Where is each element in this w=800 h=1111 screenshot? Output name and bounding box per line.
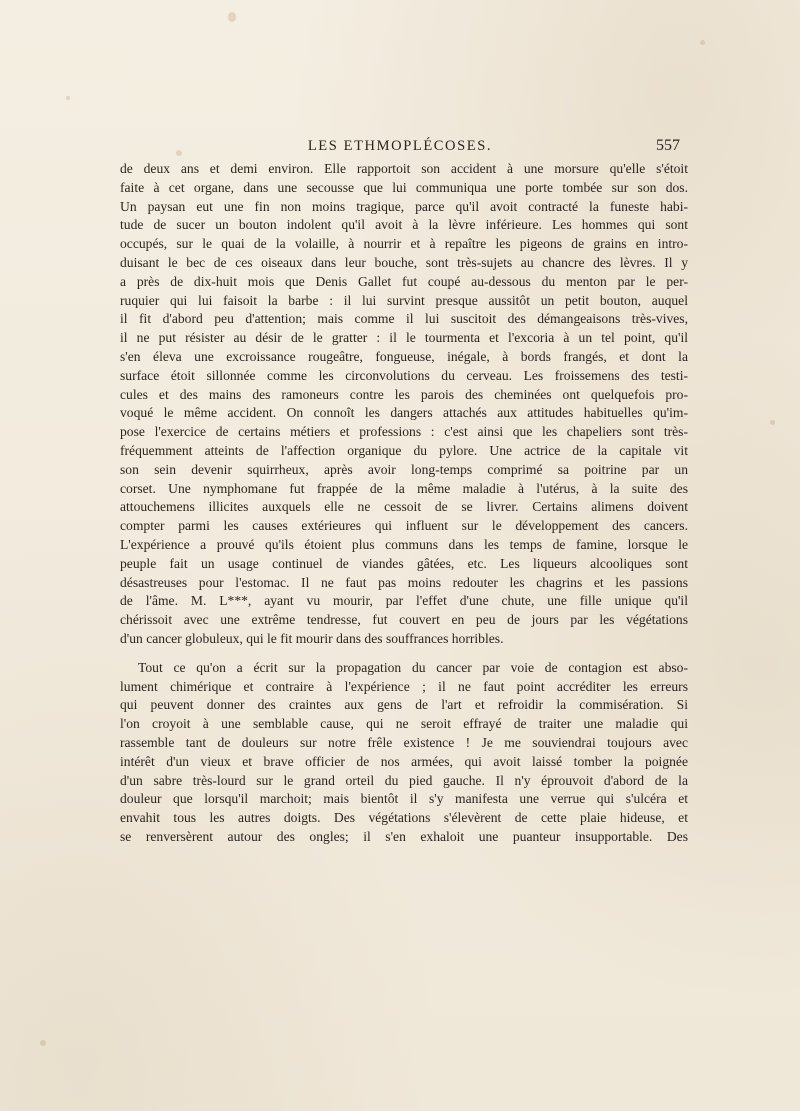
text-line: compter parmi les causes extérieures qui influent sur le développement des cancers. (120, 518, 688, 534)
text-line: lument chimérique et contraire à l'expérience ; il ne faut point accréditer les erreurs (120, 678, 688, 694)
text-line: d'un cancer globuleux, qui le fit mourir dans des souffrances horribles. (120, 630, 504, 646)
text-line: d'un sabre très-lourd sur le grand orteil du pied gauche. Il n'y éprouvoit d'abord de la (120, 772, 688, 788)
text-line: envahit tous les autres doigts. Des végétations s'élevèrent de cette plaie hideuse, et (120, 810, 688, 826)
paragraph (120, 659, 688, 847)
text-line: fréquemment atteints de l'affection organique du pylore. Une actrice de la capitale vit (120, 442, 688, 458)
text-line: de l'âme. M. L***, ayant vu mourir, par l'effet d'une chute, une fille unique qu'il (120, 593, 688, 609)
foxing-spot (40, 1040, 46, 1046)
text-line: corset. Une nymphomane fut frappée de la même maladie à l'utérus, à la suite des (120, 480, 688, 496)
foxing-spot (700, 40, 705, 45)
text-line: s'en éleva une excroissance rougeâtre, fongueuse, inégale, à bords frangés, et dont la (120, 348, 688, 364)
text-line: l'on croyoit à une semblable cause, qui ne seroit effrayé de traiter une maladie qui (120, 716, 688, 732)
text-line: douleur que lorsqu'il marchoit; mais bientôt il s'y manifesta une verrue qui s'ulcéra et (120, 791, 688, 807)
text-line: faite à cet organe, dans une secousse que lui communiqua une porte tombée sur son dos. (120, 179, 688, 195)
text-line: Tout ce qu'on a écrit sur la propagation du cancer par voie de contagion est abso- (138, 659, 688, 675)
text-line: attouchemens illicites auxquels elle ne cessoit de se livrer. Certains alimens doivent (120, 499, 688, 515)
text-line: de deux ans et demi environ. Elle rapportoit son accident à une morsure qu'elle s'étoit (120, 161, 688, 176)
text-line: tude de sucer un bouton indolent qu'il avoit à la lèvre inférieure. Les hommes qui sont (120, 217, 688, 233)
foxing-spot (66, 96, 70, 100)
page-header (120, 136, 680, 160)
text-line: chérissoit avec une extrême tendresse, fut couvert en peu de jours par les végétations (120, 612, 688, 628)
text-line: cules et des mains des ramoneurs contre les parois des cheminées ont quelquefois pro- (120, 386, 688, 402)
text-line: L'expérience a prouvé qu'ils étoient plus communs dans les temps de famine, lorsque le (120, 536, 688, 552)
text-line: a près de dix-huit mois que Denis Gallet fut coupé au-dessous du menton par le per- (120, 273, 688, 289)
text-line: duisant le bec de ces oiseaux dans leur bouche, sont très-sujets au chancre des lèvres. Il y (120, 254, 688, 270)
text-line: Un paysan eut une fin non moins tragique, parce qu'il avoit contracté la funeste habi- (120, 198, 688, 214)
text-line: surface étoit sillonnée comme les circonvolutions du cerveau. Les froissemens des testi- (120, 367, 688, 383)
text-line: voqué le même accident. On connoît les dangers attachés aux attitudes habituelles qu'im- (120, 405, 688, 421)
body-text (120, 160, 688, 847)
running-title: LES ETHMOPLÉCOSES. (307, 138, 493, 154)
foxing-spot (228, 12, 236, 22)
page-number: 557 (656, 137, 680, 154)
text-line: qui peuvent donner des craintes aux gens de l'art et refroidir la commisération. Si (120, 697, 688, 713)
text-line: son sein devenir squirrheux, après avoir long-temps comprimé sa poitrine par un (120, 461, 688, 477)
text-line: se renversèrent autour des ongles; il s'en exhaloit une puanteur insupportable. Des (120, 828, 688, 844)
paragraph-gap (120, 649, 688, 659)
paragraph (120, 160, 688, 649)
text-line: désastreuses pour l'estomac. Il ne faut pas moins redouter les chagrins et les passions (120, 574, 688, 590)
text-line: il fit d'abord peu d'attention; mais comme il lui suscitoit des démangeaisons très-vives, (120, 311, 688, 327)
text-line: intérêt d'un vieux et brave officier de nos armées, qui avoit laissé tomber la poignée (120, 753, 688, 769)
text-line: occupés, sur le quai de la volaille, à nourrir et à repaître les pigeons de grains en intro- (120, 236, 688, 252)
text-line: ruquier qui lui faisoit la barbe : il lui survint presque aussitôt un petit bouton, auquel (120, 292, 688, 308)
text-line: rassemble tant de douleurs sur notre frêle existence ! Je me souviendrai toujours avec (120, 734, 688, 750)
text-line: il ne put résister au désir de le gratter : il le tourmenta et l'excoria à un tel point, qu'il (120, 330, 688, 346)
text-line: peuple fait un usage continuel de viandes gâtées, etc. Les liqueurs alcooliques sont (120, 555, 688, 571)
text-line: pose l'exercice de certains métiers et professions : c'est ainsi que les chapeliers sont très- (120, 424, 688, 440)
foxing-spot (770, 420, 775, 425)
